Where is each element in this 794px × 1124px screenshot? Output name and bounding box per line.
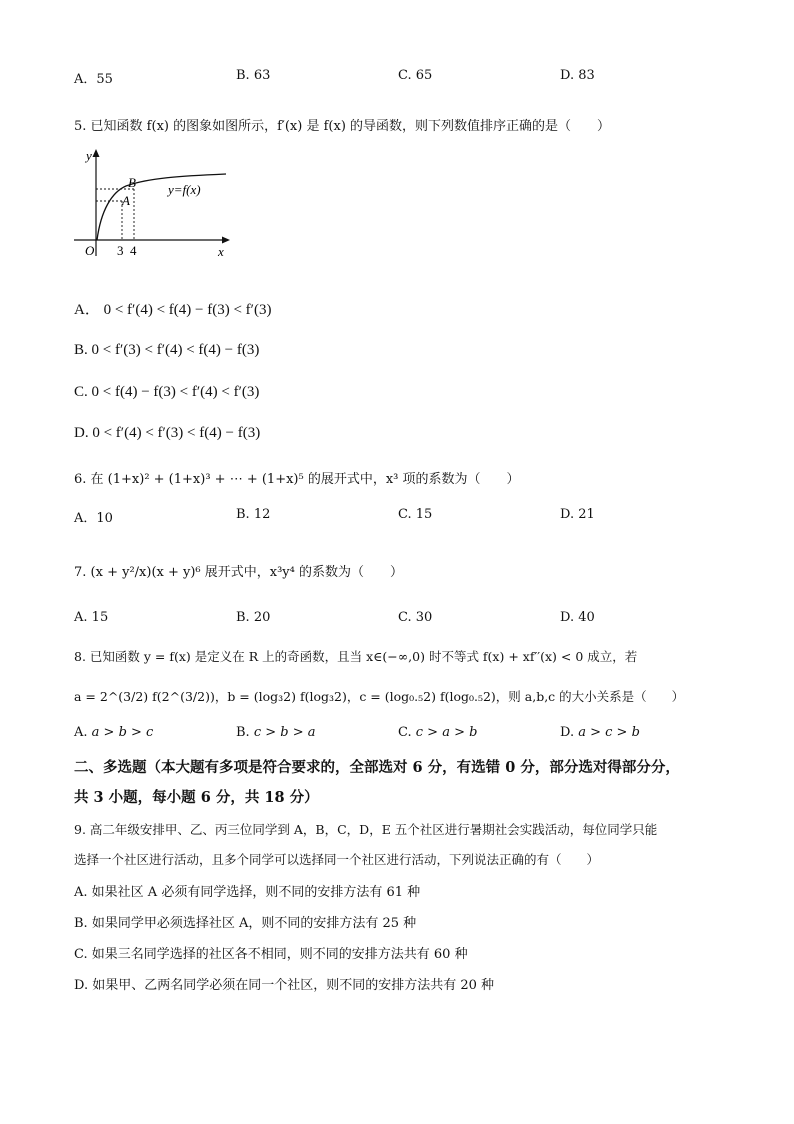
curve-label: y=f(x): [168, 182, 201, 197]
q5-option-b[interactable]: [74, 342, 259, 359]
option-label: A．: [74, 511, 97, 526]
q6-option-b[interactable]: [236, 507, 270, 522]
option-text: 21: [578, 507, 595, 522]
question-text: 已知函数 y = f(x) 是定义在 R 上的奇函数，且当 x∈(−∞,0) 时不等式 f(x) + xf′′(x) < 0 成立，若: [89, 649, 638, 664]
option-label: C.: [398, 68, 416, 83]
option-label: C.: [398, 507, 416, 522]
q5-option-c[interactable]: [74, 384, 259, 401]
y-axis-label: y: [86, 148, 92, 163]
question-number: 8.: [74, 649, 86, 664]
option-text: 30: [415, 610, 433, 625]
point-b-label: B: [128, 175, 136, 190]
q4-option-b[interactable]: [236, 68, 270, 83]
q7-option-d[interactable]: [560, 610, 595, 625]
option-text: 0 < f′(3) < f′(4) < f(4) − f(3): [91, 342, 260, 358]
option-label: D.: [560, 507, 579, 522]
q8-option-a[interactable]: [74, 725, 153, 740]
option-label: A.: [74, 725, 88, 740]
tick-4-label: 4: [130, 243, 137, 258]
question-number: 7.: [74, 565, 87, 580]
option-text: a > b > c: [91, 725, 154, 740]
option-text: 10: [96, 511, 113, 526]
x-axis-label: x: [218, 244, 224, 259]
option-text: 65: [415, 68, 433, 83]
option-label: B.: [236, 610, 254, 625]
question-text: 在 (1+x)² + (1+x)³ + ⋯ + (1+x)⁵ 的展开式中，x³ 项的系数为（ ）: [90, 472, 520, 487]
q6-option-d[interactable]: [560, 507, 595, 522]
section-heading-line2: 共 3 小题，每小题 6 分，共 18 分）: [74, 789, 319, 806]
option-label: D.: [74, 978, 89, 993]
q6-option-c[interactable]: [398, 507, 432, 522]
q7-option-a[interactable]: [74, 610, 108, 625]
option-text: 0 < f′(4) < f(4) − f(3) < f′(3): [103, 302, 272, 318]
option-text: 如果社区 A 必须有同学选择，则不同的安排方法有 61 种: [91, 885, 421, 900]
q9-option-b[interactable]: [74, 912, 416, 931]
point-a-label: A: [122, 193, 130, 208]
q8-stem-line1: [74, 647, 637, 665]
option-text: 0 < f(4) − f(3) < f′(4) < f′(3): [91, 384, 260, 400]
option-label: C.: [74, 947, 88, 962]
option-text: 63: [253, 68, 271, 83]
q4-option-a[interactable]: [74, 68, 113, 87]
option-text: 83: [578, 68, 595, 83]
option-label: B.: [236, 507, 254, 522]
tick-3-label: 3: [117, 243, 124, 258]
option-label: A．: [74, 302, 100, 318]
option-label: D.: [560, 610, 579, 625]
option-label: B.: [236, 725, 250, 740]
option-text: a > c > b: [578, 725, 640, 740]
question-text: (x + y²/x)(x + y)⁶ 展开式中，x³y⁴ 的系数为（ ）: [90, 565, 403, 580]
q8-option-d[interactable]: [560, 725, 640, 740]
q8-stem-line2: a = 2^(3/2) f(2^(3/2))，b = (log₃2) f(log₃2)，c = (log₀.₅2) f(log₀.₅2)，则 a,b,c 的大小关系是（ ）: [74, 689, 685, 704]
option-label: D.: [74, 425, 89, 441]
option-text: 如果三名同学选择的社区各不相同，则不同的安排方法共有 60 种: [91, 947, 468, 962]
question-number: 9.: [74, 822, 86, 837]
q9-option-c[interactable]: [74, 943, 468, 962]
q9-option-d[interactable]: [74, 974, 494, 993]
q9-stem-line2: 选择一个社区进行活动，且多个同学可以选择同一个社区进行活动，下列说法正确的有（ ）: [74, 852, 600, 867]
option-text: 如果甲、乙两名同学必须在同一个社区，则不同的安排方法共有 20 种: [92, 978, 495, 993]
q9-option-a[interactable]: [74, 881, 420, 900]
question-number: 6.: [74, 472, 87, 487]
option-label: D.: [560, 725, 575, 740]
question-number: 5.: [74, 119, 87, 134]
option-label: C.: [74, 384, 88, 400]
q5-stem: [74, 115, 610, 134]
q7-option-c[interactable]: [398, 610, 432, 625]
option-label: B.: [74, 916, 88, 931]
option-text: 55: [96, 72, 113, 87]
option-label: A.: [74, 610, 88, 625]
option-label: C.: [398, 610, 416, 625]
option-text: c > a > b: [415, 725, 478, 740]
function-curve: [97, 174, 226, 240]
q8-option-c[interactable]: [398, 725, 477, 740]
option-text: 12: [253, 507, 271, 522]
q6-option-a[interactable]: [74, 507, 113, 526]
option-label: C.: [398, 725, 412, 740]
option-text: 15: [91, 610, 109, 625]
q8-option-b[interactable]: [236, 725, 316, 740]
section-heading-line1: 二、多选题（本大题有多项是符合要求的，全部选对 6 分，有选错 0 分，部分选对得部分分，: [74, 759, 680, 776]
q5-option-a[interactable]: [74, 298, 271, 319]
option-label: A.: [74, 885, 88, 900]
q6-stem: [74, 468, 520, 487]
option-text: 15: [415, 507, 433, 522]
q7-stem: [74, 561, 403, 580]
q9-stem-line1: [74, 820, 657, 838]
y-axis-arrow-icon: [93, 149, 100, 157]
option-text: 如果同学甲必须选择社区 A，则不同的安排方法有 25 种: [91, 916, 417, 931]
question-text: 已知函数 f(x) 的图象如图所示，f′(x) 是 f(x) 的导函数，则下列数值排序正确的是（ ）: [90, 119, 611, 134]
option-label: B.: [74, 342, 88, 358]
option-text: c > b > a: [253, 725, 316, 740]
q4-option-d[interactable]: [560, 68, 595, 83]
origin-label: O: [85, 243, 95, 258]
question-text: 高二年级安排甲、乙、丙三位同学到 A，B，C，D，E 五个社区进行暑期社会实践活动，每位同学只能: [89, 822, 658, 837]
option-text: 20: [253, 610, 271, 625]
q5-option-d[interactable]: [74, 425, 260, 442]
q7-option-b[interactable]: [236, 610, 270, 625]
option-label: D.: [560, 68, 579, 83]
option-text: 0 < f′(4) < f′(3) < f(4) − f(3): [92, 425, 261, 441]
option-label: A．: [74, 72, 97, 87]
q4-option-c[interactable]: [398, 68, 432, 83]
option-text: 40: [578, 610, 595, 625]
option-label: B.: [236, 68, 254, 83]
q5-function-graph: [70, 144, 240, 262]
x-axis-arrow-icon: [222, 237, 230, 244]
